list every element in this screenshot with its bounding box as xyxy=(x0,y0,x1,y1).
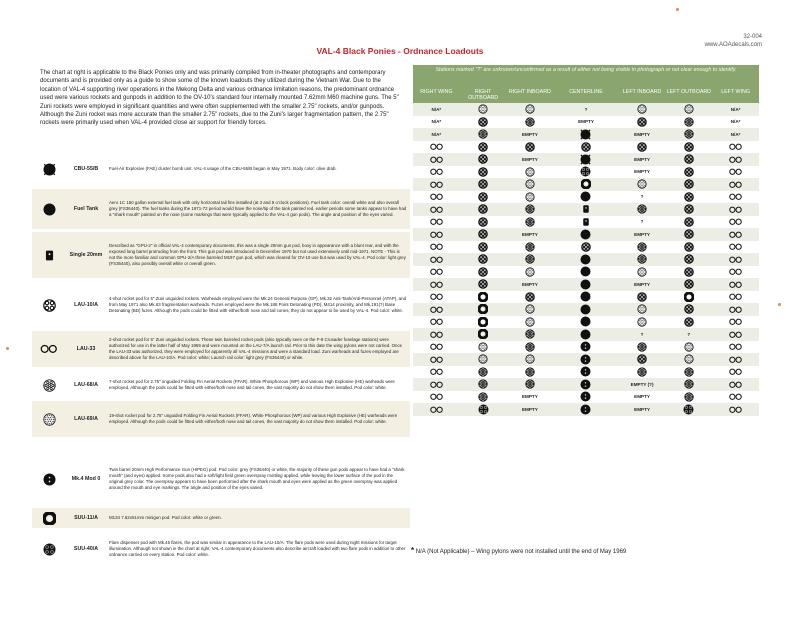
lau33-icon xyxy=(413,268,460,276)
fuel-icon xyxy=(553,229,618,240)
table-row xyxy=(413,328,759,341)
cell-text: EMPTY xyxy=(634,156,650,162)
lau33-icon xyxy=(413,243,460,251)
lau10-icon xyxy=(619,354,666,364)
lau68-icon xyxy=(507,379,554,389)
lau33-icon xyxy=(712,143,759,151)
lau69-icon xyxy=(507,304,554,314)
lau10-icon xyxy=(460,267,507,277)
lau33-icon xyxy=(712,368,759,376)
lau33-icon xyxy=(712,231,759,239)
ordnance-row-suu-11-a xyxy=(32,508,410,528)
lau10-icon xyxy=(665,304,712,314)
lau10-icon xyxy=(460,242,507,252)
mk4-icon xyxy=(553,379,618,390)
suu40-icon xyxy=(32,543,66,556)
ordnance-row-cbu-55-b xyxy=(32,155,410,183)
cell-text: N/A* xyxy=(730,106,741,112)
lau33-icon xyxy=(712,331,759,339)
lau33-icon xyxy=(712,406,759,414)
ordnance-description: M134 7.62x51mm minigun pod. Pod color: white or green. xyxy=(109,515,222,521)
table-row xyxy=(413,341,759,354)
lau33-icon xyxy=(413,318,460,326)
suu11-icon xyxy=(460,317,507,327)
lau33-icon xyxy=(712,193,759,201)
lau69-icon xyxy=(460,104,507,114)
lau10-icon xyxy=(460,154,507,164)
lau69-icon xyxy=(507,179,554,189)
lau10-icon xyxy=(553,242,618,252)
lau33-icon xyxy=(712,318,759,326)
lau69-icon xyxy=(507,354,554,364)
suu40-icon xyxy=(460,404,507,415)
cell-text: N/A* xyxy=(431,106,442,112)
lau33-icon xyxy=(712,206,759,214)
margin-dot-right xyxy=(778,303,781,306)
mk4-icon xyxy=(553,366,618,377)
ordnance-name: Single 20mm xyxy=(69,251,103,258)
lau10-icon xyxy=(665,142,712,152)
cell-text: EMPTY (?) xyxy=(630,381,654,387)
table-note: Stations marked "?" are unknown/unconfirmed as a result of either not being visible in photograph or not clear enough to identify. xyxy=(435,67,737,73)
lau68-icon xyxy=(507,204,554,214)
lau10-icon xyxy=(507,142,554,152)
ordnance-description: Fuel-Air Explosive (FAE) cluster bomb unit. VAL-4 usage of the CBU-55/B began in May 1971. Body color: olive drab. xyxy=(109,166,337,172)
lau68-icon xyxy=(507,217,554,227)
lau33-icon xyxy=(413,343,460,351)
table-row xyxy=(413,141,759,154)
lau68-icon xyxy=(507,342,554,352)
lau68-icon xyxy=(665,367,712,377)
lau33-icon xyxy=(32,344,66,354)
mk4-icon xyxy=(553,341,618,352)
lau10-icon xyxy=(665,229,712,239)
ordnance-row-suu-40-a xyxy=(32,532,410,566)
column-header: RIGHT WING xyxy=(420,88,453,95)
ordnance-description: 2-shot rocket pod for 5" Zuni unguided rockets. These twin barreled rocket pods (also typically seen on the F-8 Crusader fuselage stations) were authorized for use in the latter half of May 1969 and were mounted on the LAU-7/A launch rail. Prior to this date the wing pylons were not carried. Once the LAU-33 was authorized, they were employed for apparently all VAL-4 missions and were a standard load. Zuni warheads and fuzes employed are described above for the LAU-10/A. Pod color: white; Launch rail color: light grey (FS36440) or white. xyxy=(109,337,403,360)
lau68-icon xyxy=(460,367,507,377)
lau10-icon xyxy=(32,299,66,312)
lau33-icon xyxy=(413,218,460,226)
cell-text: EMPTY xyxy=(634,406,650,412)
table-row xyxy=(413,378,759,391)
cell-text: EMPTY xyxy=(634,131,650,137)
column-header: RIGHT OUTBOARD xyxy=(468,88,499,101)
cell-text: EMPTY xyxy=(521,281,538,287)
ordnance-row-mk-4-mod-0 xyxy=(32,455,410,503)
cell-text: EMPTY xyxy=(634,231,650,237)
column-headers xyxy=(413,89,759,101)
ordnance-row-lau-68-a xyxy=(32,370,410,400)
lau10-icon xyxy=(460,217,507,227)
table-row xyxy=(413,278,759,291)
table-row xyxy=(413,391,759,404)
lau68-icon xyxy=(619,242,666,252)
lau33-icon xyxy=(413,193,460,201)
cell-text: EMPTY xyxy=(521,394,538,400)
intro-paragraph: The chart at right is applicable to the Black Ponies only and was primarily compiled from in-theater photographs and contemporary documents and is provided only as a guide to show some of the known loadouts they utilized during the Vietnam War. Due to the location of VAL-4 supporting river operations in the Mekong Delta and various ordnance limitation reasons, the predominant ordnance used were various rockets and gunpods in addition to the OV-10's standard four internally mounted 7.62mm M60 machine guns. The 5" Zuni rockets were employed in significant quantities and were often supplemented with the smaller 2.75" rockets, and/or gunpods. Although the Zuni rocket was more accurate than the smaller 2.75" rockets, due to the Zuni's larger fragmentation pattern, the 2.75" rockets were primarily used when VAL-4 provided close air support for friendly forces. xyxy=(40,70,399,127)
lau33-icon xyxy=(413,181,460,189)
ordnance-description: Aero 1C 150 gallon external fuel tank with only horizontal tail fins installed (at 3 and 9 o'clock positions). Fuel tank color: overall white and also overall grey (FS36440). The fuel tanks during the 1971-72 period would have the nose/tip of the tank painted red, earlier periods some tanks appear to have had a "shark mouth" painted on the nose (some markings that were typically applied to the VAL-4 gun pods). The angle and position of the eyes varied. xyxy=(109,200,407,217)
cbu-icon xyxy=(553,129,618,140)
cell-text: ? xyxy=(640,219,644,225)
lau33-icon xyxy=(712,306,759,314)
lau33-icon xyxy=(712,343,759,351)
lau10-icon xyxy=(665,217,712,227)
suu40-icon xyxy=(553,166,618,177)
ordnance-description: 4-shot rocket pod for 5" Zuni unguided rockets. Warheads employed were the Mk.24 General Purpose (GP), Mk.32 Anti-Tank/Anti-Personnel (ATAP), and from May 1971 also Mk.63 fragmentation warheads. Fuzes employed were the Mk.188 Point Detonating (PD), M414 proximity, and Mk.191(?) Base Detonating (BD) fuzes. Although the pods could be fitted with either/both nose and tail cones, they do not appear to be used by VAL-4. Pod color: white. xyxy=(109,296,407,313)
suu40-icon xyxy=(665,404,712,415)
lau69-icon xyxy=(507,104,554,114)
table-row xyxy=(413,266,759,279)
fuel-icon xyxy=(553,316,618,327)
lau69-icon xyxy=(619,267,666,277)
ordnance-description: Twin barrel 20mm High Performance Gun (HIPEG) pod. Pod color: grey (FS36440) or white, the majority of these gun pods appear to have had a "shark mouth" (and eyes) applied. Some pods also had a soft/light field green overspray mottling applied, while leaving the lower surface of the pod in the original grey color. The overspray appears to have been performed after the shark mouth and eyes were applied as the green overspray was applied around the mouth and eye markings. The angle and position of the eyes varied. xyxy=(109,467,405,490)
column-header: RIGHT INBOARD xyxy=(508,88,551,95)
lau68-icon xyxy=(619,342,666,352)
table-row xyxy=(413,253,759,266)
lau33-icon xyxy=(413,156,460,164)
table-row xyxy=(413,353,759,366)
table-row xyxy=(413,178,759,191)
lau33-icon xyxy=(712,356,759,364)
lau68-icon xyxy=(619,204,666,214)
cell-text: EMPTY xyxy=(521,131,538,137)
lau33-icon xyxy=(413,256,460,264)
lau10-icon xyxy=(460,279,507,289)
cell-text: EMPTY xyxy=(634,394,650,400)
fuel-icon xyxy=(553,191,618,202)
table-row xyxy=(413,303,759,316)
lau68-icon xyxy=(619,367,666,377)
lau10-icon xyxy=(460,192,507,202)
lau33-icon xyxy=(712,218,759,226)
cbu-icon xyxy=(32,163,66,176)
lau33-icon xyxy=(413,143,460,151)
lau10-icon xyxy=(665,279,712,289)
lau33-icon xyxy=(712,268,759,276)
ordnance-row-lau-10-a xyxy=(32,283,410,327)
lau68-icon xyxy=(32,379,66,392)
table-row xyxy=(413,153,759,166)
lau33-icon xyxy=(413,168,460,176)
lau69-icon xyxy=(665,342,712,352)
lau10-icon xyxy=(665,179,712,189)
fuel-icon xyxy=(32,203,66,216)
lau69-icon xyxy=(507,317,554,327)
table-row xyxy=(413,216,759,229)
lau10-icon xyxy=(665,254,712,264)
lau10-icon xyxy=(665,242,712,252)
lau10-icon xyxy=(460,179,507,189)
mk4-icon xyxy=(32,473,66,486)
ordnance-row-lau-33 xyxy=(32,331,410,367)
lau10-icon xyxy=(665,154,712,164)
fuel-icon xyxy=(553,266,618,277)
table-row xyxy=(413,241,759,254)
suu11-icon xyxy=(665,292,712,302)
cell-text: EMPTY xyxy=(634,281,650,287)
cell-text: EMPTY xyxy=(521,406,538,412)
mk4-icon xyxy=(553,404,618,415)
lau33-icon xyxy=(712,293,759,301)
suu11-icon xyxy=(460,292,507,302)
lau33-icon xyxy=(712,256,759,264)
fuel-icon xyxy=(553,279,618,290)
lau10-icon xyxy=(507,292,554,302)
lau10-icon xyxy=(619,117,666,127)
lau10-icon xyxy=(460,142,507,152)
ordnance-row-fuel-tank xyxy=(32,189,410,229)
ordnance-name: SUU-11/A xyxy=(74,514,98,521)
lau69-icon xyxy=(619,104,666,114)
cell-text: N/A* xyxy=(730,119,741,125)
lau69-icon xyxy=(460,354,507,364)
table-row xyxy=(413,228,759,241)
table-row xyxy=(413,191,759,204)
lau33-icon xyxy=(413,331,460,339)
cell-text: N/A* xyxy=(730,131,741,137)
table-row xyxy=(413,128,759,141)
page-title: VAL-4 Black Ponies - Ordnance Loadouts xyxy=(316,46,484,56)
lau69-icon xyxy=(507,267,554,277)
lau33-icon xyxy=(413,406,460,414)
suu11-icon xyxy=(460,329,507,339)
lau33-icon xyxy=(712,381,759,389)
lau10-icon xyxy=(460,117,507,127)
fuel-icon xyxy=(553,329,618,340)
column-header: LEFT OUTBOARD xyxy=(666,88,711,95)
lau10-icon xyxy=(665,192,712,202)
table-row xyxy=(413,403,759,416)
single20-icon xyxy=(553,217,618,227)
lau10-icon xyxy=(553,142,618,152)
table-row xyxy=(413,103,759,116)
ordnance-name: LAU-68/A xyxy=(74,381,98,388)
table-row xyxy=(413,166,759,179)
mk4-icon xyxy=(553,354,618,365)
lau69-icon xyxy=(32,413,66,426)
lau68-icon xyxy=(507,254,554,264)
lau33-icon xyxy=(413,231,460,239)
lau69-icon xyxy=(507,167,554,177)
column-header: CENTERLINE xyxy=(569,88,603,95)
lau10-icon xyxy=(619,292,666,302)
cbu-icon xyxy=(553,154,618,165)
ordnance-name: Mk.4 Mod 0 xyxy=(71,475,101,482)
lau68-icon xyxy=(507,117,554,127)
lau68-icon xyxy=(460,379,507,389)
lau33-icon xyxy=(413,206,460,214)
suu11-icon xyxy=(553,179,618,189)
ordnance-description: 7-shot rocket pod for 2.75" unguided Folding Fin Aerial Rockets (FFAR). White Phosphorous (WP) and various High Explosive (HE) warheads were employed. Although the pods could be fitted with either/both nose and tail cones, the vast majority do not show them installed. Pod color: white. xyxy=(109,379,395,390)
lau68-icon xyxy=(665,129,712,139)
lau69-icon xyxy=(460,342,507,352)
cell-text: ? xyxy=(687,331,691,337)
lau33-icon xyxy=(712,243,759,251)
lau33-icon xyxy=(413,393,460,401)
column-header: LEFT WING xyxy=(721,88,750,95)
cell-text: ? xyxy=(640,194,644,200)
ordnance-name: SUU-40/A xyxy=(73,545,99,552)
lau68-icon xyxy=(619,254,666,264)
ordnance-name: Fuel Tank xyxy=(73,205,99,212)
table-body xyxy=(413,103,759,416)
lau68-icon xyxy=(460,129,507,139)
lau10-icon xyxy=(665,317,712,327)
lau69-icon xyxy=(665,104,712,114)
lau33-icon xyxy=(413,381,460,389)
website: www.AOAdecals.com xyxy=(704,42,762,48)
ordnance-name: CBU-55/B xyxy=(73,165,99,172)
lau10-icon xyxy=(460,204,507,214)
lau33-icon xyxy=(413,293,460,301)
loadout-table xyxy=(413,65,759,416)
cell-text: ? xyxy=(640,331,644,337)
lau10-icon xyxy=(665,167,712,177)
single20-icon xyxy=(553,204,618,214)
table-row xyxy=(413,116,759,129)
fuel-icon xyxy=(553,291,618,302)
ordnance-name: LAU-33 xyxy=(76,345,96,352)
table-header xyxy=(413,65,759,103)
footnote-text: N/A (Not Applicable) – Wing pylons were not installed until the end of May 1969 xyxy=(415,549,627,555)
lau69-icon xyxy=(665,354,712,364)
lau33-icon xyxy=(712,156,759,164)
fuel-icon xyxy=(553,254,618,265)
lau10-icon xyxy=(665,204,712,214)
cell-text: N/A* xyxy=(431,131,442,137)
margin-dot-top xyxy=(676,8,679,11)
lau68-icon xyxy=(665,117,712,127)
table-row xyxy=(413,291,759,304)
lau68-icon xyxy=(460,392,507,402)
cell-text: EMPTY xyxy=(578,119,594,125)
sheet-number: 32-004 xyxy=(743,34,762,40)
ordnance-name: LAU-69/A xyxy=(74,415,98,422)
lau68-icon xyxy=(507,329,554,339)
suu11-icon xyxy=(32,512,66,525)
lau10-icon xyxy=(619,142,666,152)
lau68-icon xyxy=(665,392,712,402)
cell-text: ? xyxy=(584,106,588,112)
column-header: LEFT INBOARD xyxy=(622,88,662,95)
lau33-icon xyxy=(413,281,460,289)
lau68-icon xyxy=(507,367,554,377)
table-row xyxy=(413,203,759,216)
lau33-icon xyxy=(712,181,759,189)
lau10-icon xyxy=(460,254,507,264)
cell-text: EMPTY xyxy=(634,169,650,175)
lau69-icon xyxy=(619,179,666,189)
lau33-icon xyxy=(712,393,759,401)
cell-text: EMPTY xyxy=(521,156,538,162)
mk4-icon xyxy=(553,391,618,402)
lau10-icon xyxy=(460,229,507,239)
lau10-icon xyxy=(665,267,712,277)
lau69-icon xyxy=(507,192,554,202)
table-row xyxy=(413,316,759,329)
ordnance-row-single-20mm xyxy=(32,232,410,278)
lau33-icon xyxy=(413,306,460,314)
ordnance-description: Flare dispenser pod with Mk.45 flares, the pod was similar in appearance to the LAU-10/A. The flare pods were used during night missions for target illumination. Although not shown in the chart at right, VAL-4 contemporary documents also describe aircraft loaded with two flare pods in addition to other ordnance carried on every station. Pod color: white. xyxy=(109,540,406,557)
lau33-icon xyxy=(712,168,759,176)
footnote xyxy=(411,546,626,555)
ordnance-description: Described as "GPU-2" in official VAL-4 contemporary documents, this was a single 20mm gun pod, boxy in appearance with a blunt rear, and with the exposed long barrel protruding from the front. This gun pod was introduced in December 1970 but not used extensively until mid-1971. NOTE - This is not the more familiar and common GPU-2/A three barreled M197 gun pod, which was cleared for OV-10 use but was used by VAL-4. Pod color: light grey (FS36440), also possibly overall white or overall green. xyxy=(109,243,406,266)
lau68-icon xyxy=(665,379,712,389)
lau10-icon xyxy=(460,167,507,177)
lau68-icon xyxy=(507,242,554,252)
lau33-icon xyxy=(413,368,460,376)
ordnance-description: 19-shot rocket pod for 2.75" unguided Folding Fin Aerial Rockets (FFAR). White Phosphorous (WP) and various High Explosive (HE) warheads were employed. Although the pods could be fitted with either/both nose and tail cones, the vast majority do not show them installed. Pod color: white. xyxy=(109,413,398,424)
fuel-icon xyxy=(553,304,618,315)
suu11-icon xyxy=(460,304,507,314)
single20-icon xyxy=(32,249,66,262)
lau33-icon xyxy=(712,281,759,289)
margin-dot-left xyxy=(6,347,9,350)
cell-text: N/A* xyxy=(431,119,442,125)
table-row xyxy=(413,366,759,379)
ordnance-name: LAU-10/A xyxy=(74,301,98,308)
footnote-mark: * xyxy=(411,546,415,555)
lau69-icon xyxy=(619,304,666,314)
cell-text: EMPTY xyxy=(521,231,538,237)
ordnance-row-lau-69-a xyxy=(32,401,410,437)
lau69-icon xyxy=(619,317,666,327)
lau33-icon xyxy=(413,356,460,364)
